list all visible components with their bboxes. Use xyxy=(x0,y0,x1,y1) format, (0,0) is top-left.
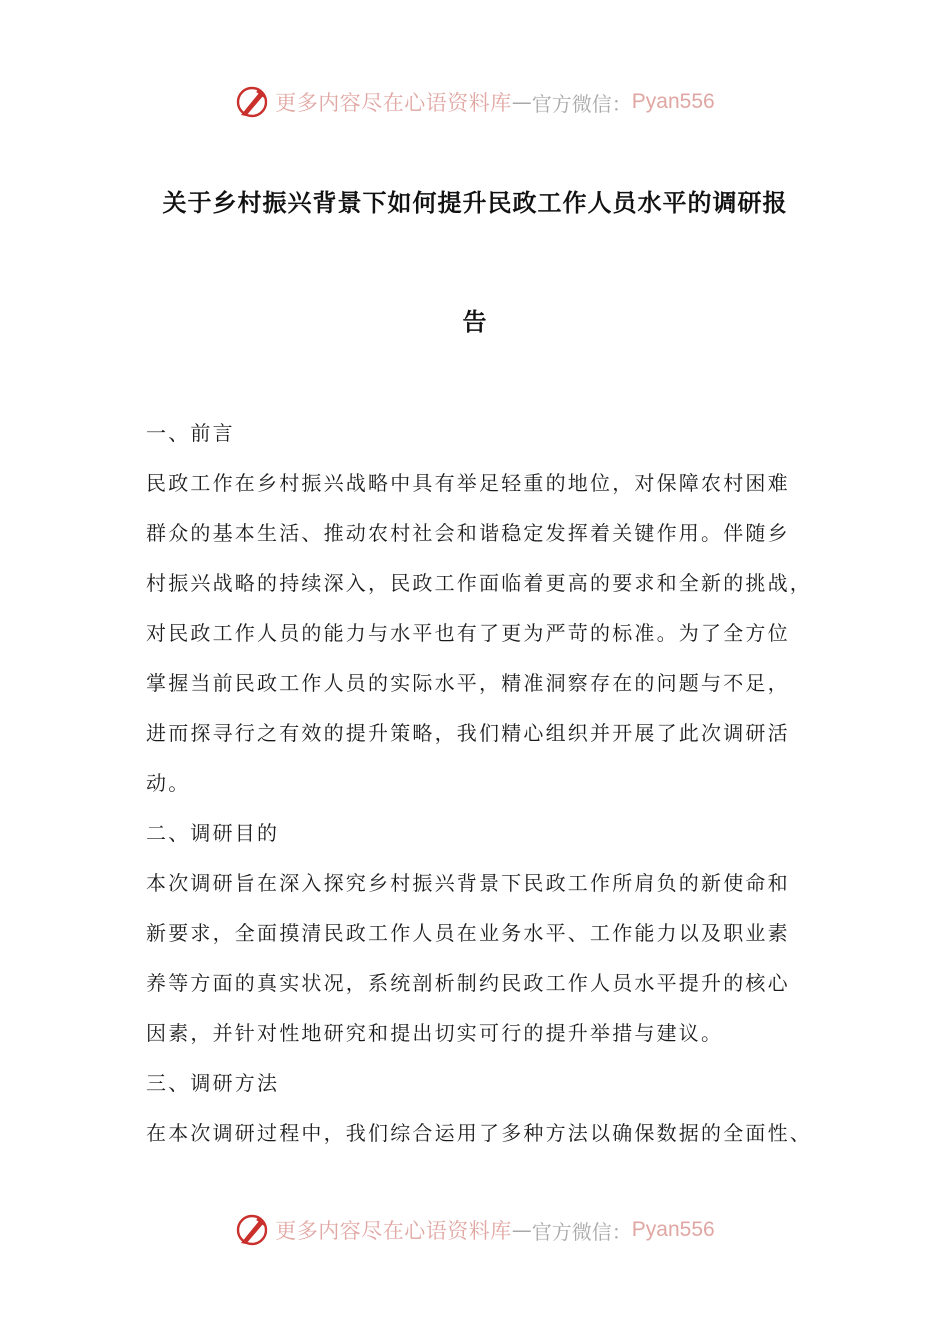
watermark-wechat-label: 官方微信： xyxy=(531,1219,632,1244)
paragraph-line: 村振兴战略的持续深入，民政工作面临着更高的要求和全新的挑战， xyxy=(146,571,812,595)
paragraph-line: 因素，并针对性地研究和提出切实可行的提升举措与建议。 xyxy=(146,1021,724,1045)
watermark-wechat-label: 官方微信： xyxy=(531,91,632,116)
watermark-text: 更多内容尽在心语资料库 xyxy=(275,91,512,115)
paragraph-line: 对民政工作人员的能力与水平也有了更为严苛的标准。为了全方位 xyxy=(146,621,790,645)
paragraph-line: 本次调研旨在深入探究乡村振兴背景下民政工作所肩负的新使命和 xyxy=(146,871,790,895)
paragraph-line: 进而探寻行之有效的提升策略，我们精心组织并开展了此次调研活 xyxy=(146,721,790,745)
section-heading-preface: 一、前言 xyxy=(146,421,235,445)
watermark-wechat-id: Pyan556 xyxy=(631,1218,715,1241)
watermark-separator: — xyxy=(511,1218,532,1242)
paragraph-line: 养等方面的真实状况，系统剖析制约民政工作人员水平提升的核心 xyxy=(146,971,790,995)
document-title-line-1: 关于乡村振兴背景下如何提升民政工作人员水平的调研报 xyxy=(162,189,788,217)
paragraph-line: 新要求，全面摸清民政工作人员在业务水平、工作能力以及职业素 xyxy=(146,921,790,945)
pen-logo-icon xyxy=(235,85,269,119)
watermark-wechat-id: Pyan556 xyxy=(631,90,715,113)
paragraph-line: 在本次调研过程中，我们综合运用了多种方法以确保数据的全面性、 xyxy=(146,1121,812,1145)
watermark-separator: — xyxy=(511,90,532,114)
pen-logo-icon xyxy=(235,1213,269,1247)
section-heading-method: 三、调研方法 xyxy=(146,1071,280,1095)
footer-watermark xyxy=(0,1210,950,1250)
watermark-text: 更多内容尽在心语资料库 xyxy=(275,1219,512,1243)
paragraph-line: 动。 xyxy=(146,771,191,795)
paragraph-line: 群众的基本生活、推动农村社会和谐稳定发挥着关键作用。伴随乡 xyxy=(146,521,790,545)
document-body xyxy=(146,418,826,1168)
header-watermark xyxy=(0,82,950,122)
paragraph-line: 民政工作在乡村振兴战略中具有举足轻重的地位，对保障农村困难 xyxy=(146,471,790,495)
paragraph-line: 掌握当前民政工作人员的实际水平，精准洞察存在的问题与不足， xyxy=(146,671,790,695)
document-title-line-2: 告 xyxy=(462,308,488,336)
section-heading-purpose: 二、调研目的 xyxy=(146,821,280,845)
